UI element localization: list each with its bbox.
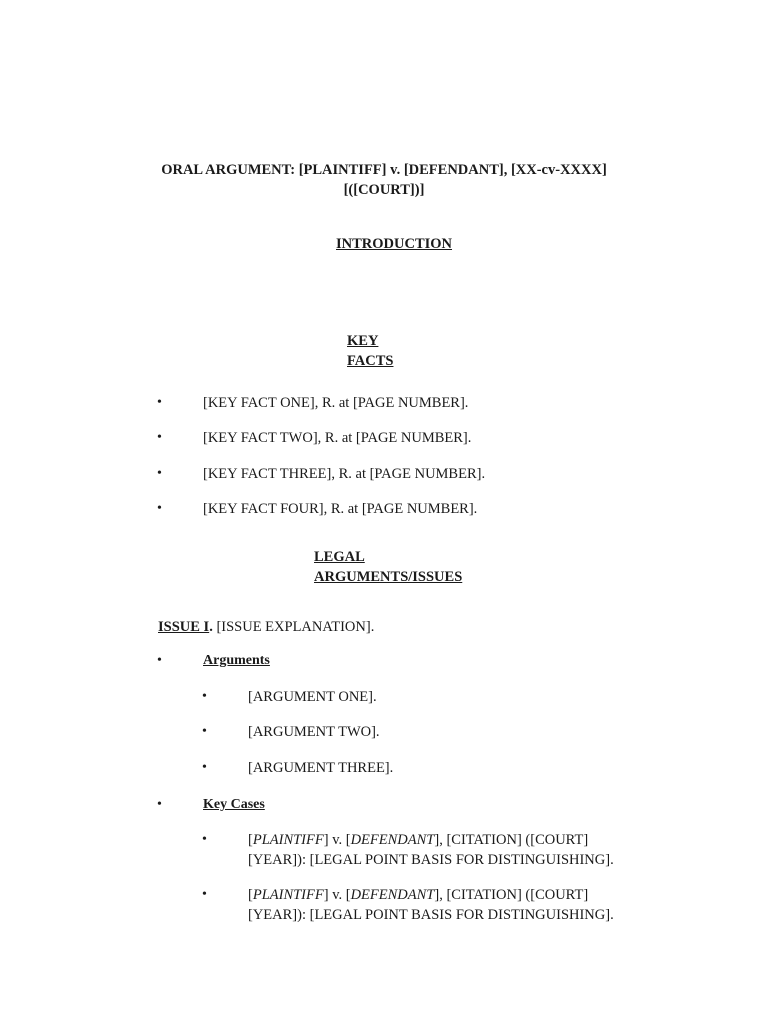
issue-period: .: [209, 619, 213, 635]
case-bracket: [: [248, 887, 253, 903]
case-bracket: [: [248, 832, 253, 848]
key-case-line-1: [248, 885, 588, 905]
document-title-line-1: ORAL ARGUMENT: [PLAINTIFF] v. [DEFENDANT], [XX-cv-XXXX]: [161, 162, 607, 178]
bullet-icon: •: [202, 689, 207, 704]
legal-heading-line-2: ARGUMENTS/ISSUES: [314, 569, 463, 585]
case-versus: ] v. [: [323, 832, 351, 848]
argument-item: [ARGUMENT THREE].: [248, 760, 394, 776]
bullet-icon: •: [157, 653, 162, 668]
bullet-icon: •: [202, 832, 207, 847]
issue-line: [158, 617, 374, 637]
key-fact-item: [KEY FACT TWO], R. at [PAGE NUMBER].: [203, 430, 472, 446]
bullet-icon: •: [202, 887, 207, 902]
case-plaintiff: PLAINTIFF: [252, 832, 324, 848]
bullet-icon: •: [202, 760, 207, 775]
case-citation: ], [CITATION] ([COURT]: [434, 832, 589, 848]
case-defendant: DEFENDANT: [350, 832, 435, 848]
arguments-heading: Arguments: [203, 653, 270, 668]
bullet-icon: •: [157, 501, 162, 516]
key-fact-item: [KEY FACT ONE], R. at [PAGE NUMBER].: [203, 395, 469, 411]
issue-label: ISSUE I: [158, 619, 210, 635]
case-plaintiff: PLAINTIFF: [252, 887, 324, 903]
key-case-line-1: [248, 830, 588, 850]
case-versus: ] v. [: [323, 887, 351, 903]
bullet-icon: •: [157, 430, 162, 445]
argument-item: [ARGUMENT TWO].: [248, 724, 380, 740]
key-facts-heading-line-1: KEY: [347, 333, 379, 349]
key-facts-heading-line-2: FACTS: [347, 353, 394, 369]
case-citation: ], [CITATION] ([COURT]: [434, 887, 589, 903]
bullet-icon: •: [202, 724, 207, 739]
legal-heading-line-1: LEGAL: [314, 549, 365, 565]
bullet-icon: •: [157, 395, 162, 410]
bullet-icon: •: [157, 797, 162, 812]
key-fact-item: [KEY FACT FOUR], R. at [PAGE NUMBER].: [203, 501, 478, 517]
case-defendant: DEFENDANT: [350, 887, 435, 903]
issue-explanation: [ISSUE EXPLANATION].: [212, 619, 375, 635]
key-fact-item: [KEY FACT THREE], R. at [PAGE NUMBER].: [203, 466, 486, 482]
document-title-line-2: [([COURT])]: [343, 182, 425, 198]
key-case-line-2: [YEAR]): [LEGAL POINT BASIS FOR DISTINGUISHING].: [248, 852, 614, 868]
key-case-line-2: [YEAR]): [LEGAL POINT BASIS FOR DISTINGUISHING].: [248, 907, 614, 923]
bullet-icon: •: [157, 466, 162, 481]
introduction-heading: INTRODUCTION: [336, 236, 453, 252]
argument-item: [ARGUMENT ONE].: [248, 689, 377, 705]
key-cases-heading: Key Cases: [203, 797, 265, 812]
